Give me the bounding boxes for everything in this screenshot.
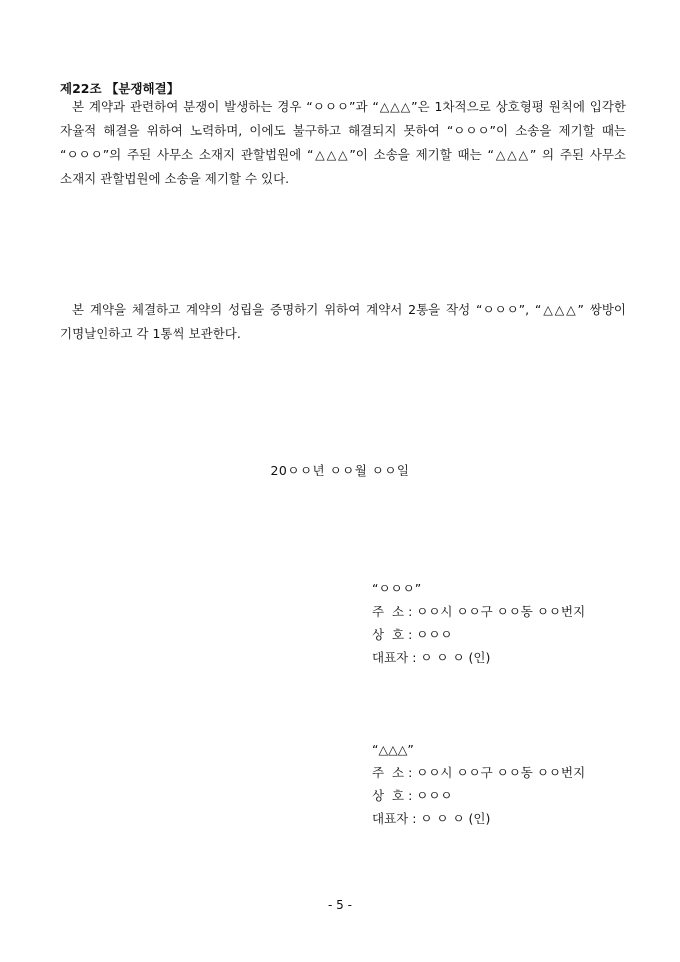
party-name: “ㅇㅇㅇ” [372,581,422,596]
party-trade-name: 상 호 : ㅇㅇㅇ [372,788,453,803]
party-block-second [372,738,585,830]
contract-date: 20ㅇㅇ년 ㅇㅇ월 ㅇㅇ일 [270,463,410,478]
party-representative: 대표자 : ㅇ ㅇ ㅇ (인) [372,811,491,826]
party-name: “△△△” [372,742,414,757]
party-address: 주 소 : ㅇㅇ시 ㅇㅇ구 ㅇㅇ동 ㅇㅇ번지 [372,604,586,619]
party-block-first [372,577,585,669]
party-address: 주 소 : ㅇㅇ시 ㅇㅇ구 ㅇㅇ동 ㅇㅇ번지 [372,765,586,780]
closing-paragraph: 본 계약을 체결하고 계약의 성립을 증명하기 위하여 계약서 2통을 작성 “ㅇㅇㅇ”, “△△△” 쌍방이 기명날인하고 각 1통씩 보관한다. [60,302,626,341]
page-number: - 5 - [328,898,352,912]
party-trade-name: 상 호 : ㅇㅇㅇ [372,627,453,642]
article-title: 제22조 【분쟁해결】 [60,81,180,96]
party-representative: 대표자 : ㅇ ㅇ ㅇ (인) [372,650,491,665]
article-body: 본 계약과 관련하여 분쟁이 발생하는 경우 “ㅇㅇㅇ”과 “△△△”은 1차적으로 상호형평 원칙에 입각한 자율적 해결을 위하여 노력하며, 이에도 불구하고 해결되지 못하여 “ㅇㅇㅇ”이 소송을 제기할 때는 “ㅇㅇㅇ”의 주된 사무소 소재지 관할법원에 “△△△”이 소송을 제기할 때는 “△△△” 의 주된 사무소 소재지 관할법원에 소송을 제기할 수 있다. [60,99,626,186]
